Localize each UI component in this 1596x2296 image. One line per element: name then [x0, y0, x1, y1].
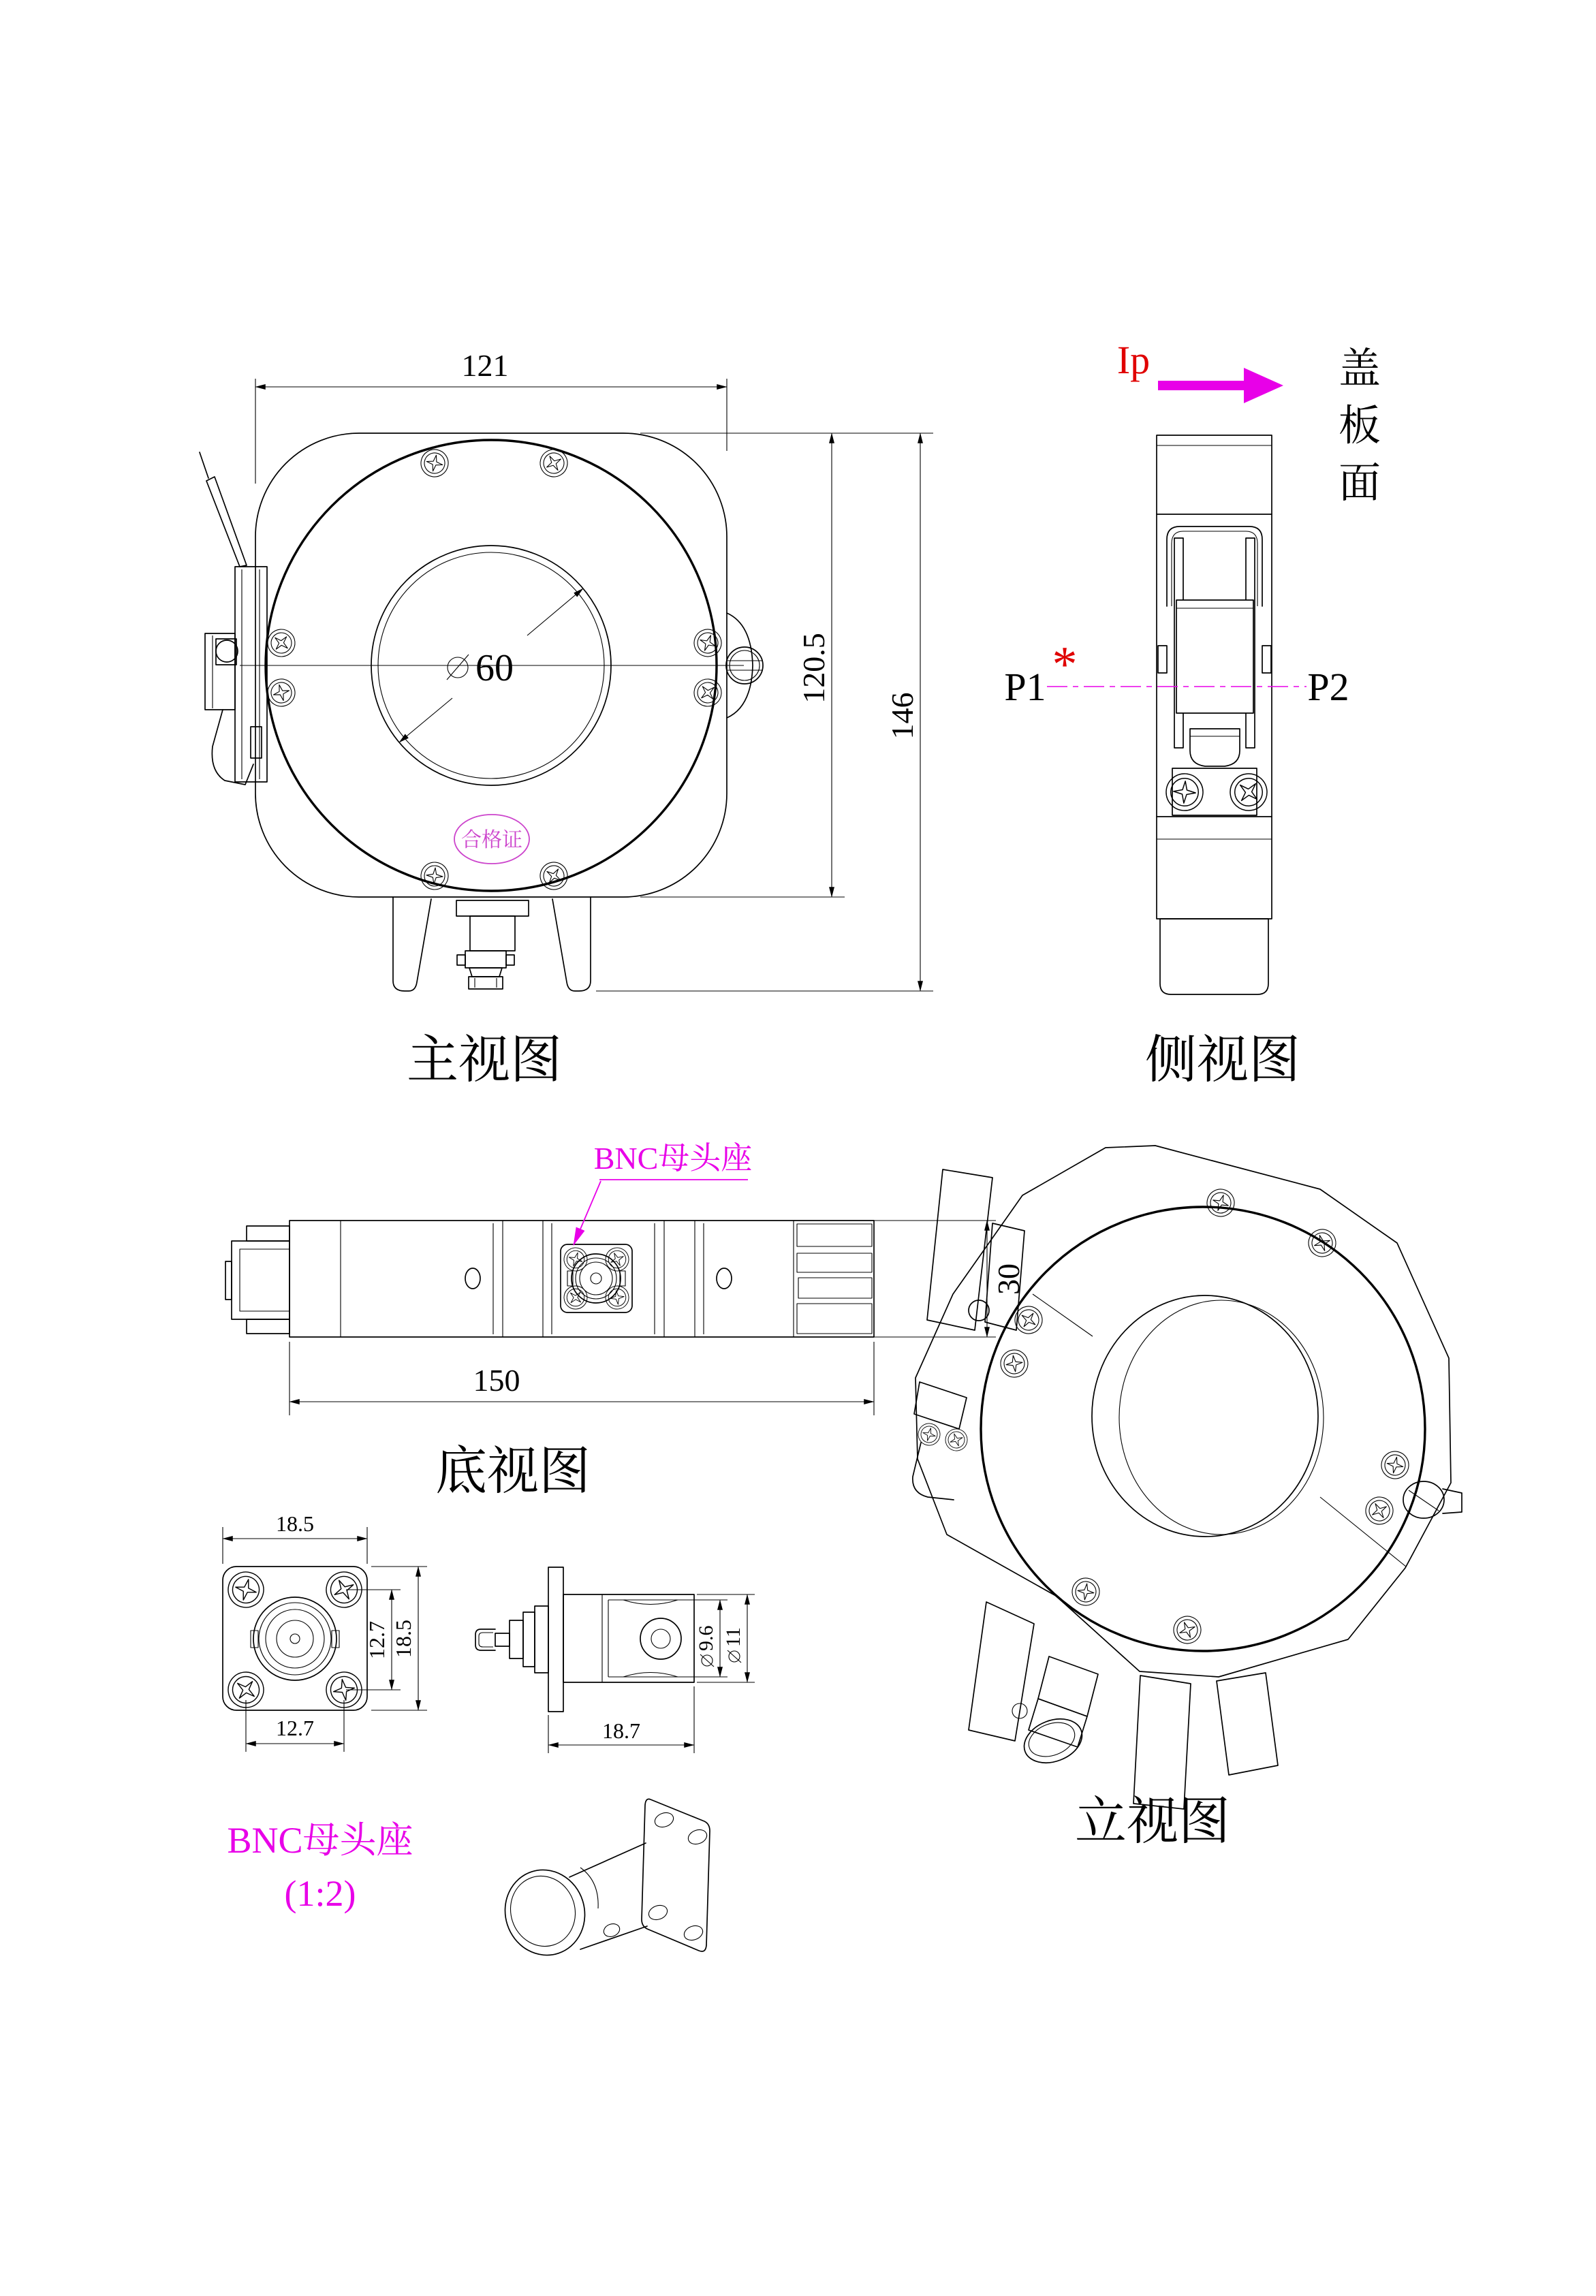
mount-hole — [717, 1268, 732, 1289]
cover-plate-note — [1339, 346, 1381, 507]
front-latch-assembly — [200, 452, 267, 785]
bottom-rib-bands — [493, 1221, 704, 1337]
side-view — [1004, 338, 1381, 1089]
dim-width-text: 121 — [461, 348, 509, 383]
bottom-view-title: 底视图 — [435, 1443, 591, 1500]
dim-flange-width-text: 18.5 — [276, 1511, 314, 1536]
screw-icon — [1070, 1576, 1101, 1607]
dim-height-text: 120.5 — [796, 633, 831, 704]
bottom-view — [225, 1141, 1026, 1500]
screw-icon — [561, 1245, 591, 1274]
dim-outer-diameter-text: 11 — [722, 1627, 745, 1647]
bnc-detail-title: BNC母头座 — [227, 1820, 413, 1861]
screw-icon — [1010, 1301, 1048, 1339]
bnc-detail-profile — [475, 1567, 755, 1753]
bottom-bnc-connector — [559, 1244, 633, 1314]
p1-label: P1 — [1004, 665, 1046, 709]
bottom-right-cap — [794, 1221, 872, 1337]
screw-icon — [1203, 1185, 1238, 1220]
primary-current-label: Ip — [1116, 338, 1151, 382]
front-right-leg — [552, 897, 591, 991]
screw-icon — [690, 625, 725, 661]
front-left-leg — [393, 897, 431, 991]
front-view — [200, 348, 933, 1089]
screw-icon — [604, 1285, 630, 1310]
iso-view-title: 立视图 — [1075, 1793, 1230, 1851]
iso-view — [913, 1146, 1462, 1851]
side-view-title: 侧视图 — [1145, 1032, 1300, 1089]
bnc-barrel — [563, 1594, 694, 1682]
dim-hole-text: 60 — [475, 647, 514, 689]
dim-flange-height-text: 18.5 — [391, 1620, 416, 1658]
iso-hole-back — [1119, 1300, 1324, 1535]
bottom-body-outline — [290, 1221, 874, 1337]
svg-text:盖: 盖 — [1338, 346, 1381, 392]
dim-length-text: 18.7 — [602, 1718, 640, 1743]
dim-bottom-height-text: 30 — [991, 1263, 1026, 1295]
bayonet-lug — [640, 1618, 681, 1659]
screw-icon — [916, 1421, 942, 1447]
bnc-detail-scale: (1:2) — [284, 1873, 356, 1914]
screw-icon — [1305, 1226, 1339, 1260]
current-direction-arrow-icon — [1158, 368, 1283, 403]
mount-hole — [465, 1268, 480, 1289]
diameter-symbol — [447, 655, 469, 680]
bnc-callout-label: BNC母头座 — [593, 1141, 753, 1176]
bnc-flange-outline — [223, 1567, 367, 1710]
iso-cover-circle — [981, 1207, 1425, 1651]
side-latch-assembly — [1158, 526, 1274, 818]
dim-hole-spacing-h-text: 12.7 — [276, 1716, 314, 1740]
screw-icon — [942, 1426, 970, 1453]
bnc-callout-leader — [574, 1181, 601, 1245]
screw-icon — [601, 1244, 632, 1274]
screw-icon — [689, 674, 727, 712]
screw-icon — [1361, 1492, 1398, 1530]
svg-text:板: 板 — [1338, 403, 1381, 450]
front-view-title: 主视图 — [407, 1032, 562, 1089]
iso-slotted-screw — [1403, 1481, 1462, 1518]
screw-icon — [1170, 1612, 1205, 1648]
screw-icon — [418, 447, 450, 479]
iso-latch-assembly — [913, 1169, 1024, 1500]
asterisk-marker: * — [1052, 637, 1078, 693]
certificate-label: 合格证 — [461, 829, 522, 851]
iso-hole-front — [1092, 1295, 1318, 1537]
bnc-detail-face — [221, 1511, 427, 1752]
svg-text:面: 面 — [1338, 460, 1381, 507]
iso-leg — [1217, 1673, 1278, 1775]
screw-icon — [1223, 766, 1274, 818]
dim-bottom-length-text: 150 — [473, 1363, 520, 1398]
bottom-latch-protrusion — [225, 1226, 290, 1334]
dim-hole-spacing-v-text: 12.7 — [364, 1621, 389, 1659]
dim-total-height-text: 146 — [885, 692, 920, 740]
iso-leg — [1133, 1676, 1191, 1809]
front-bnc-stub — [456, 900, 529, 989]
iso-body-outline — [916, 1146, 1451, 1677]
dim-inner-diameter-text: 9.6 — [695, 1625, 717, 1651]
screw-icon — [535, 857, 572, 894]
screw-icon — [999, 1348, 1029, 1379]
screw-icon — [1165, 772, 1204, 812]
iso-leg — [969, 1602, 1034, 1741]
p2-label: P2 — [1307, 665, 1349, 709]
side-bottom-block — [1160, 919, 1268, 994]
screw-icon — [559, 1281, 592, 1314]
diameter-symbol — [700, 1654, 714, 1667]
screw-icon — [1379, 1449, 1411, 1481]
screw-icon — [224, 1568, 267, 1611]
screw-icon — [535, 445, 573, 482]
bnc-iso-view — [494, 1799, 710, 1965]
iso-bnc-stub — [1012, 1656, 1098, 1771]
diameter-symbol — [727, 1650, 741, 1663]
